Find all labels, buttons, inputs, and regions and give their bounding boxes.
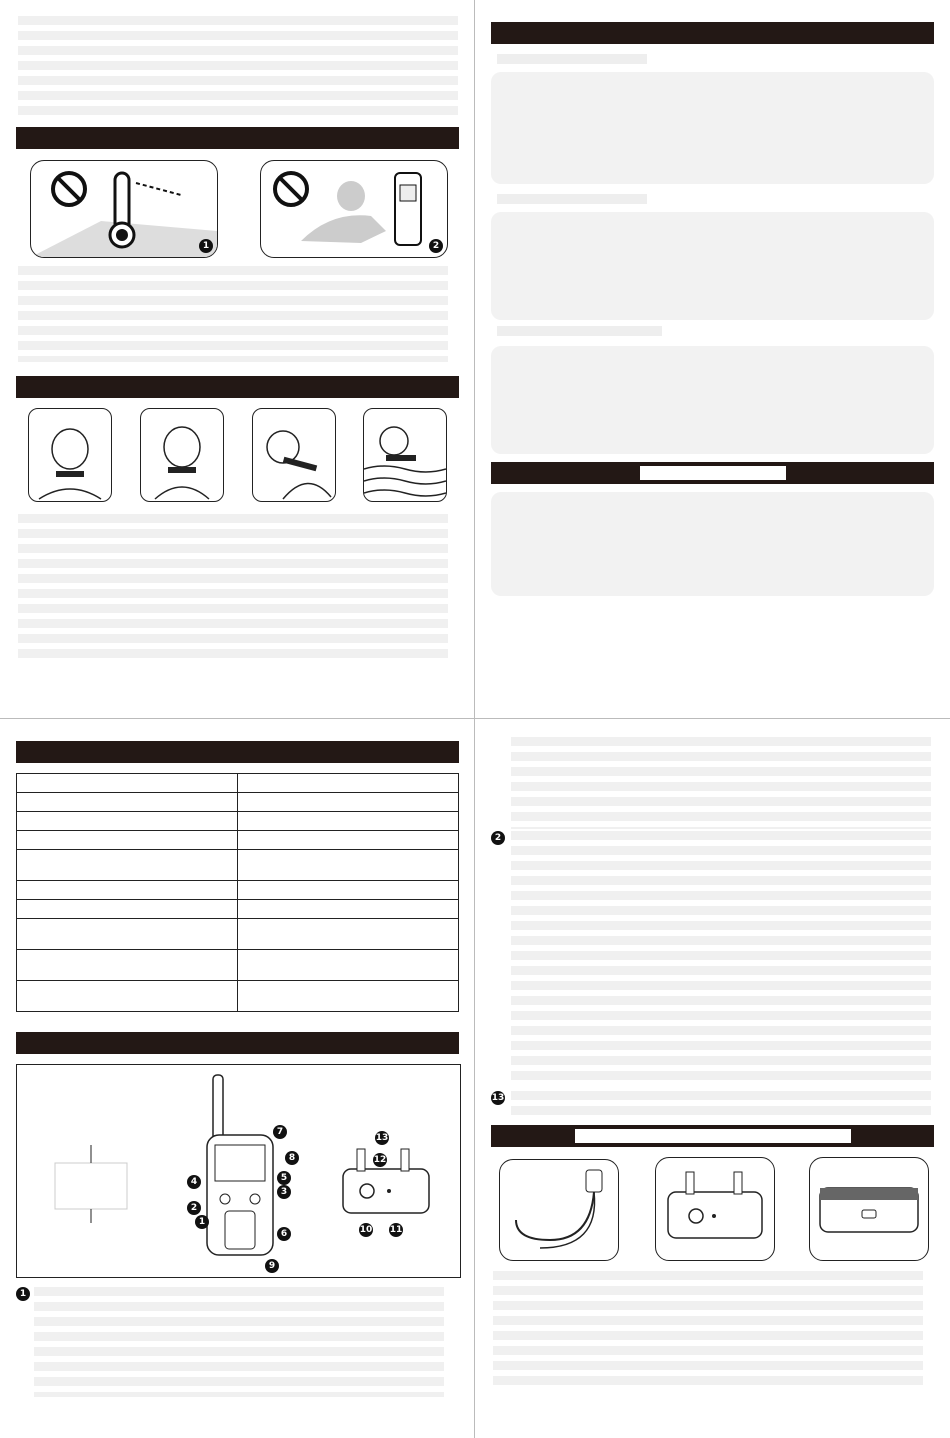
table-row <box>17 881 459 900</box>
table-row <box>17 812 459 831</box>
callout-10: 10 <box>359 1225 373 1235</box>
dog-fitting-card-2 <box>140 408 224 502</box>
manual-page-4 <box>475 719 950 1438</box>
dog-fitting-card-3 <box>252 408 336 502</box>
callout-11: 11 <box>389 1225 403 1235</box>
thermometer-icon <box>31 161 217 257</box>
callout-12: 12 <box>373 1155 387 1165</box>
faded-text-block <box>34 1287 444 1397</box>
callout-9: 9 <box>265 1259 279 1273</box>
usb-cable-icon <box>500 1160 618 1260</box>
table-row <box>17 981 459 1012</box>
list-marker: 2 <box>491 831 505 845</box>
card-number-badge: 2 <box>429 239 443 253</box>
dog-icon <box>253 409 335 501</box>
table-row <box>17 793 459 812</box>
faded-text-block <box>511 1091 931 1115</box>
manual-page-3 <box>0 719 475 1438</box>
section-bar-specifications <box>16 741 459 763</box>
table-row <box>17 850 459 881</box>
faded-text-block <box>493 1271 923 1391</box>
table-row <box>17 919 459 950</box>
temperature-warning-card <box>30 160 218 258</box>
callout-13: 13 <box>375 1133 389 1143</box>
faded-text-block <box>18 16 458 116</box>
manual-page-1 <box>0 0 475 719</box>
faded-text-block <box>511 737 931 829</box>
child-warning-card <box>260 160 448 258</box>
dog-fitting-card-4 <box>363 408 447 502</box>
receiver-port-card <box>809 1157 929 1261</box>
section-bar-collar-fitting <box>16 376 459 398</box>
faded-text-block <box>18 266 448 362</box>
baby-with-remote-icon <box>261 161 447 257</box>
dog-icon <box>29 409 111 501</box>
table-row <box>17 774 459 793</box>
dog-fitting-card-1 <box>28 408 112 502</box>
bar-label <box>640 466 786 480</box>
charging-cable-card <box>499 1159 619 1261</box>
list-marker: 1 <box>16 1287 30 1301</box>
callout-3: 3 <box>277 1185 291 1199</box>
table-row <box>17 831 459 850</box>
section-bar-modes <box>491 22 934 44</box>
callout-6: 6 <box>277 1227 291 1241</box>
list-marker: 13 <box>491 1093 505 1103</box>
product-diagram <box>17 1065 460 1277</box>
info-panel-3 <box>491 346 934 454</box>
dog-icon <box>141 409 223 501</box>
callout-8: 8 <box>285 1151 299 1165</box>
manual-page-2 <box>475 0 950 719</box>
callout-7: 7 <box>273 1125 287 1139</box>
receiver-front-card <box>655 1157 775 1261</box>
receiver-icon <box>656 1158 774 1260</box>
bar-label <box>575 1129 851 1143</box>
subheading <box>497 326 662 336</box>
info-panel-1 <box>491 72 934 184</box>
table-row <box>17 950 459 981</box>
section-bar-warnings <box>16 127 459 149</box>
callout-1: 1 <box>195 1215 209 1229</box>
section-bar-product-diagram <box>16 1032 459 1054</box>
callout-2: 2 <box>187 1201 201 1215</box>
callout-5: 5 <box>277 1171 291 1185</box>
product-diagram-frame <box>16 1064 461 1278</box>
spec-table <box>16 773 459 1012</box>
section-bar-notes <box>491 462 934 484</box>
faded-text-block <box>511 831 931 1083</box>
subheading <box>497 54 647 64</box>
table-row <box>17 900 459 919</box>
subheading <box>497 194 647 204</box>
dog-swimming-icon <box>364 409 446 501</box>
card-number-badge: 1 <box>199 239 213 253</box>
callout-4: 4 <box>187 1175 201 1189</box>
section-bar-charging <box>491 1125 934 1147</box>
info-panel-4 <box>491 492 934 596</box>
faded-text-block <box>18 514 448 664</box>
info-panel-2 <box>491 212 934 320</box>
charging-port-icon <box>810 1158 928 1260</box>
